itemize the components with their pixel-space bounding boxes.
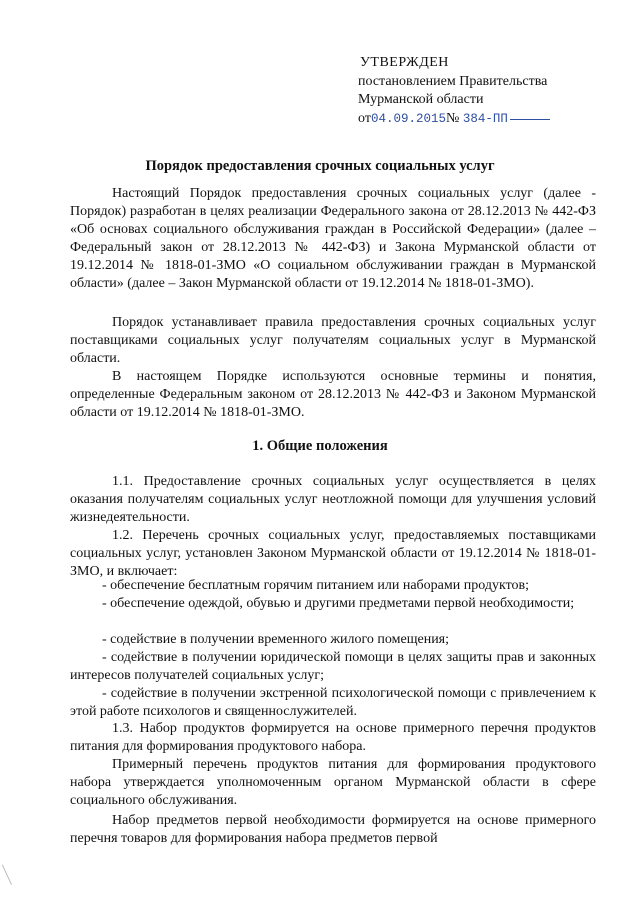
approval-heading: УТВЕРЖДЕН: [360, 55, 449, 70]
intro-paragraph-1: Настоящий Порядок предоставления срочных социальных услуг (далее - Порядок) разработан в целях реализации Федерального закона от 28.12.2013 № 442-ФЗ «Об основах социального обслуживания граждан в Российской Федерации» (далее – Федеральный закон от 28.12.2013 № 442-ФЗ) и Закона Мурманской области от 19.12.2014 № 1818-01-ЗМО «О социальном обслуживании граждан в Мурманской области» (далее – Закон Мурманской области от 19.12.2014 № 1818-01-ЗМО).: [70, 186, 596, 291]
list-item: - содействие в получении временного жилого помещения;: [102, 632, 450, 647]
intro-paragraph-2: Порядок устанавливает правила предоставления срочных социальных услуг поставщиками социальных услуг получателям социальных услуг в Мурманской области.: [70, 315, 596, 366]
list-item: - содействие в получении юридической помощи в целях защиты прав и законных интересов получателей социальных услуг;: [70, 650, 596, 683]
document-title: Порядок предоставления срочных социальных услуг: [145, 158, 495, 174]
number-underline: [510, 119, 550, 120]
approval-block: [358, 54, 550, 128]
paragraph-goods-list: Набор предметов первой необходимости формируется на основе примерного перечня товаров для формирования набора предметов первой: [70, 813, 596, 846]
paragraph-1-2: 1.2. Перечень срочных социальных услуг, предоставляемых поставщиками социальных услуг, установлен Законом Мурманской области от 19.12.2014 № 1818-01-ЗМО, и включает:: [70, 528, 596, 579]
number-prefix: №: [445, 110, 460, 126]
intro-paragraph-3: В настоящем Порядке используются основные термины и понятия, определенные Федеральным законом от 28.12.2013 № 442-ФЗ и Законом Мурманской области от 19.12.2014 № 1818-01-ЗМО.: [70, 369, 596, 420]
list-item: - обеспечение бесплатным горячим питанием или наборами продуктов;: [102, 578, 530, 593]
list-item: - содействие в получении экстренной психологической помощи с привлечением к этой работе психологов и священнослужителей.: [70, 686, 596, 719]
section-heading: 1. Общие положения: [252, 438, 388, 454]
paragraph-food-list: Примерный перечень продуктов питания для формирования продуктового набора утверждается уполномоченным органом Мурманской области в сфере социального обслуживания.: [70, 757, 596, 808]
paragraph-1-3: 1.3. Набор продуктов формируется на основе примерного перечня продуктов питания для формирования продуктового набора.: [70, 721, 596, 754]
approval-line-decree: постановлением Правительства: [358, 73, 548, 89]
approval-line-region: Мурманской области: [358, 92, 484, 107]
approval-number: 384-ПП: [462, 111, 508, 126]
approval-date-line: [358, 110, 550, 129]
scan-edge-mark: [2, 861, 19, 885]
approval-date: 04.09.2015: [370, 111, 446, 126]
date-prefix: от: [358, 110, 371, 126]
paragraph-1-1: 1.1. Предоставление срочных социальных услуг осуществляется в целях оказания получателям социальных услуг неотложной помощи для улучшения условий жизнедеятельности.: [70, 474, 596, 525]
list-item: - обеспечение одеждой, обувью и другими предметами первой необходимости;: [102, 596, 575, 611]
